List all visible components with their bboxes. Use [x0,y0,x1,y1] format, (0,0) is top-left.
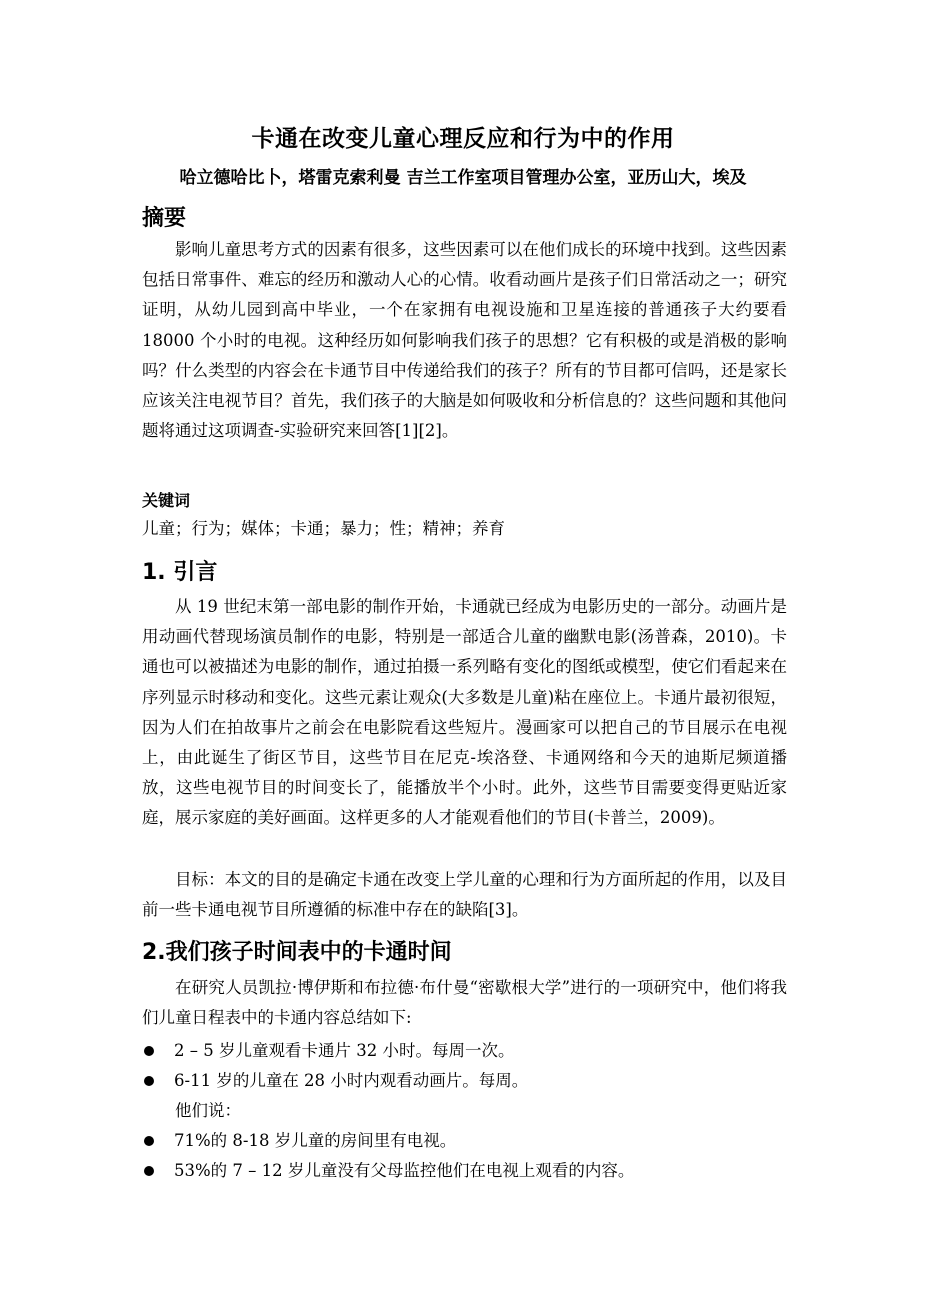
section-1-heading: 1. 引言 [142,560,218,585]
list-item-text: 53%的 7 – 12 岁儿童没有父母监控他们在电视上观看的内容。 [174,1161,635,1180]
section-2-paragraph-1: 在研究人员凯拉·博伊斯和布拉德·布什曼“密歇根大学”进行的一项研究中，他们将我们儿童日程表中的卡通内容总结如下: [142,978,787,1028]
section-1-paragraph-2: 目标：本文的目的是确定卡通在改变上学儿童的心理和行为方面所起的作用，以及目前一些卡通电视节目所遵循的标准中存在的缺陷[3]。 [142,870,787,920]
list-item [142,1126,787,1156]
list-item-text: 71%的 8-18 岁儿童的房间里有电视。 [174,1131,457,1150]
abstract-text: 影响儿童思考方式的因素有很多，这些因素可以在他们成长的环境中找到。这些因素包括日常事件、难忘的经历和激动人心的心情。收看动画片是孩子们日常活动之一；研究证明，从幼儿园到高中毕业，一个在家拥有电视设施和卫星连接的普通孩子大约要看 18000 个小时的电视。这种经历如何影响我们孩子的思想？它有积极的或是消极的影响吗？什么类型的内容会在卡通节目中传递给我们的孩子？所有的节目都可信吗，还是家长应该关注电视节目？首先，我们孩子的大脑是如何吸收和分析信息的？这些问题和其他问题将通过这项调查-实验研究来回答[1][2]。 [142,240,787,441]
bullet-icon [144,1076,154,1086]
list-item [142,1156,787,1186]
paper-authors: 哈立德哈比卜，塔雷克索利曼 吉兰工作室项目管理办公室，亚历山大，埃及 [179,168,747,188]
list-item [142,1066,787,1096]
bullet-icon [144,1166,154,1176]
section-2-heading: 2.我们孩子时间表中的卡通时间 [142,940,452,965]
paper-title: 卡通在改变儿童心理反应和行为中的作用 [251,126,675,152]
bullet-icon [144,1046,154,1056]
list-item-text: 2 – 5 岁儿童观看卡通片 32 小时。每周一次。 [174,1041,515,1060]
keywords-heading: 关键词 [142,491,191,510]
bullet-icon [144,1136,154,1146]
list-item [142,1036,787,1066]
section-1-paragraph-1: 从 19 世纪末第一部电影的制作开始，卡通就已经成为电影历史的一部分。动画片是用动画代替现场演员制作的电影，特别是一部适合儿童的幽默电影(汤普森，2010)。卡通也可以被描述为电影的制作，通过拍摄一系列略有变化的图纸或模型，使它们看起来在序列显示时移动和变化。这些元素让观众(大多数是儿童)粘在座位上。卡通片最初很短，因为人们在拍故事片之前会在电影院看这些短片。漫画家可以把自己的节目展示在电视上，由此诞生了街区节目，这些节目在尼克-埃洛登、卡通网络和今天的迪斯尼频道播放，这些电视节目的时间变长了，能播放半个小时。此外，这些节目需要变得更贴近家庭，展示家庭的美好画面。这样更多的人才能观看他们的节目(卡普兰，2009)。 [142,597,787,828]
they-said-label: 他们说： [175,1101,241,1120]
keywords-text: 儿童；行为；媒体；卡通；暴力；性；精神；养育 [142,519,505,538]
abstract-heading: 摘要 [142,206,187,231]
list-item-text: 6-11 岁的儿童在 28 小时内观看动画片。每周。 [174,1071,529,1090]
